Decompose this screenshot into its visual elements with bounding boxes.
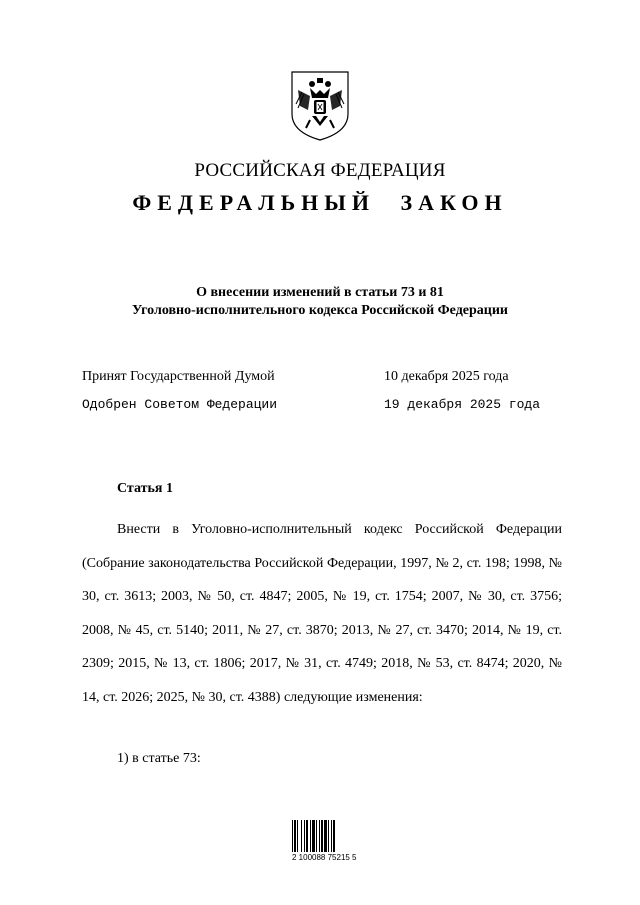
law-title — [0, 284, 640, 320]
barcode-digits: 2 100088 75215 5 — [292, 853, 357, 862]
adoption-duma-row — [82, 369, 562, 389]
adoption-council-row — [82, 397, 562, 417]
article-paragraph: Внести в Уголовно-исполнительный кодекс Российской Федерации (Собрание законодательства Российской Федерации, 1997, № 2, ст. 198; 1998, № 30, ст. 3613; 2003, № 50, ст. 4847; 2005, № 19, ст. 1754; 2007, № 30, ст. 3756; 2008, № 45, ст. 5140; 2011, № 27, ст. 3870; 2013, № 27, ст. 3470; 2014, № 19, ст. 2309; 2015, № 13, ст. 1806; 2017, № 31, ст. 4749; 2018, № 53, ст. 8474; 2020, № 14, ст. 2026; 2025, № 30, ст. 4388) следующие изменения: — [82, 522, 562, 705]
barcode-icon — [292, 820, 358, 852]
duma-label: Принят Государственной Думой — [82, 369, 275, 384]
article-heading: Статья 1 — [117, 481, 173, 496]
coat-of-arms-icon — [288, 70, 352, 142]
duma-date: 10 декабря 2025 года — [384, 369, 509, 384]
law-title-line-2: Уголовно-исполнительного кодекса Российской Федерации — [132, 303, 508, 318]
law-type: ФЕДЕРАЛЬНЫЙ ЗАКОН — [132, 190, 508, 215]
article-item-1: 1) в статье 73: — [117, 751, 201, 766]
council-label: Одобрен Советом Федерации — [82, 397, 278, 412]
country-name: РОССИЙСКАЯ ФЕДЕРАЦИЯ — [194, 160, 446, 181]
law-title-line-1: О внесении изменений в статьи 73 и 81 — [196, 285, 444, 300]
council-date: 19 декабря 2025 года — [384, 397, 541, 412]
